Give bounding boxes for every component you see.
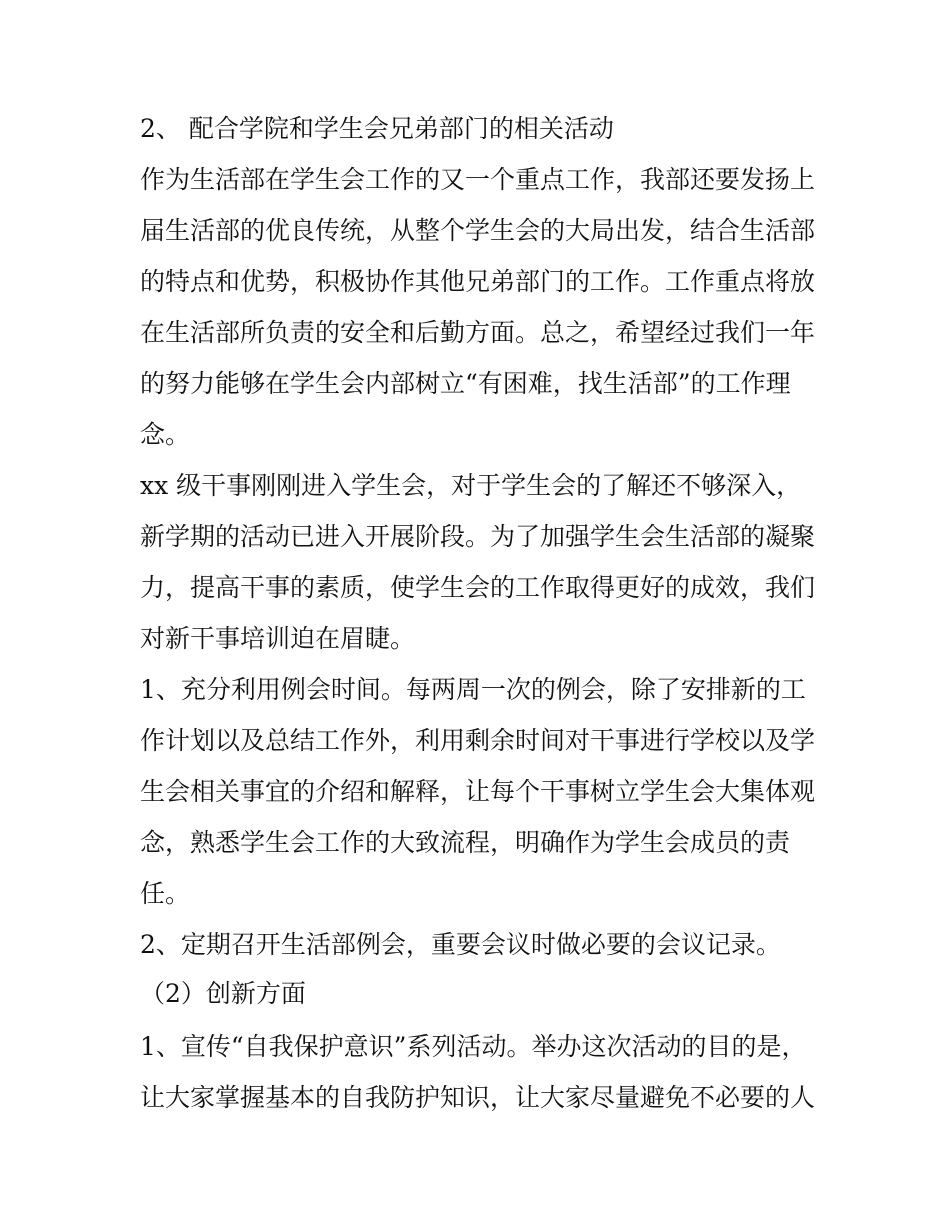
text-line: 1、充分利用例会时间。每两周一次的例会，除了安排新的工 <box>140 675 806 704</box>
text-line: 力，提高干事的素质，使学生会的工作取得更好的成效，我们 <box>140 573 816 602</box>
text-line: 作为生活部在学生会工作的又一个重点工作，我部还要发扬上 <box>140 165 816 194</box>
text-line: 新学期的活动已进入开展阶段。为了加强学生会生活部的凝聚 <box>140 522 816 551</box>
text-line: 念。 <box>140 420 191 449</box>
text-line: 对新干事培训迫在眉睫。 <box>140 624 416 653</box>
text-line: xx 级干事刚刚进入学生会，对于学生会的了解还不够深入， <box>140 471 802 500</box>
text-line: 任。 <box>140 879 191 908</box>
text-line: 届生活部的优良传统，从整个学生会的大局出发，结合生活部 <box>140 216 816 245</box>
text-line: 让大家掌握基本的自我防护知识，让大家尽量避免不必要的人 <box>140 1083 816 1112</box>
text-line: 作计划以及总结工作外，利用剩余时间对干事进行学校以及学 <box>140 726 816 755</box>
text-line: 念，熟悉学生会工作的大致流程，明确作为学生会成员的责 <box>140 828 791 857</box>
text-line: 的特点和优势，积极协作其他兄弟部门的工作。工作重点将放 <box>140 267 816 296</box>
text-line: 在生活部所负责的安全和后勤方面。总之，希望经过我们一年 <box>140 318 816 347</box>
text-line: 1、宣传“自我保护意识”系列活动。举办这次活动的目的是， <box>140 1032 807 1061</box>
text-line: （2）创新方面 <box>140 979 306 1008</box>
text-line: 2、 配合学院和学生会兄弟部门的相关活动 <box>140 114 614 143</box>
text-line: 2、定期召开生活部例会，重要会议时做必要的会议记录。 <box>140 930 781 959</box>
text-line: 的努力能够在学生会内部树立“有困难，找生活部”的工作理 <box>140 369 791 398</box>
text-line: 生会相关事宜的介绍和解释，让每个干事树立学生会大集体观 <box>140 777 816 806</box>
